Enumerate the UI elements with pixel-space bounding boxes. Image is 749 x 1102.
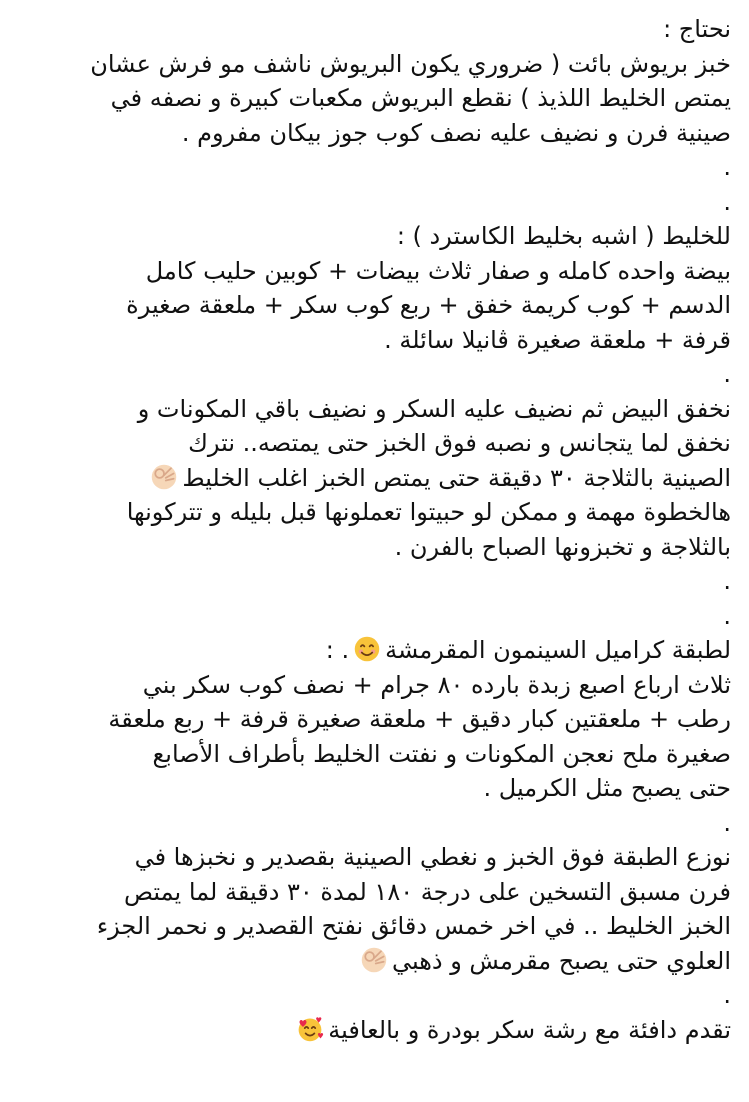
bake-line-2: فرن مسبق التسخين على درجة ١٨٠ لمدة ٣٠ دقيقة لما يمتص — [124, 877, 731, 906]
separator-dot: . — [723, 601, 731, 630]
recipe-post — [18, 12, 731, 1047]
whisk-line-4: هالخطوة مهمة و ممكن لو حبيتوا تعملونها قبل بليله و تتركونها — [126, 498, 731, 526]
caramel-heading-line — [18, 633, 731, 668]
whisk-line-3-text: الصينية بالثلاجة ٣٠ دقيقة حتى يمتص الخبز اغلب الخليط — [182, 463, 731, 492]
bake-line-4-text: العلوي حتى يصبح مقرمش و ذهبي — [391, 946, 731, 975]
smiling-face-icon — [353, 635, 381, 663]
mixture-line-3: قرفة + ملعقة صغيرة ڤانيلا سائلة . — [384, 325, 731, 354]
bread-line-2: يمتص الخليط اللذيذ ) نقطع البريوش مكعبات كبيرة و نصفه في — [110, 84, 731, 112]
whisk-line-2: نخفق لما يتجانس و نصبه فوق الخبز حتى يمتصه.. نترك — [188, 429, 731, 457]
whisk-line-1: نخفق البيض ثم نضيف عليه السكر و نضيف باقي المكونات و — [137, 394, 731, 423]
whisk-line-5: بالثلاجة و تخبزونها الصباح بالفرن . — [394, 532, 731, 561]
separator-dot: . — [723, 808, 731, 837]
whisk-line-3 — [18, 461, 731, 496]
separator-dot: . — [723, 153, 731, 181]
bake-line-1: نوزع الطبقة فوق الخبز و نغطي الصينية بقصدير و نخبزها في — [134, 843, 731, 871]
caramel-line-4: حتى يصبح مثل الكرميل . — [483, 774, 731, 802]
mixture-line-1: بيضة واحده كامله و صفار ثلاث بيضات + كوبين حليب كامل — [145, 256, 731, 285]
mixture-line-2: الدسم + كوب كريمة خفق + ربع كوب سكر + ملعقة صغيرة — [126, 291, 731, 319]
caramel-line-1: ثلاث ارباع اصبع زبدة بارده ٨٠ جرام + نصف كوب سكر بني — [142, 670, 731, 699]
caramel-line-3: صغيرة ملح نعجن المكونات و نفتت الخليط بأطراف الأصابع — [152, 739, 731, 768]
need-heading: نحتاج : — [663, 15, 731, 43]
ok-hand-icon — [150, 463, 178, 491]
caramel-heading: لطبقة كراميل السينمون المقرمشة — [385, 636, 731, 664]
serve-line — [18, 1013, 731, 1048]
separator-dot: . — [723, 567, 731, 595]
separator-dot: . — [723, 981, 731, 1009]
bake-line-4 — [18, 944, 731, 979]
caramel-heading-suffix: . : — [325, 636, 350, 664]
serve-line-text: تقدم دافئة مع رشة سكر بودرة و بالعافية — [328, 1015, 731, 1044]
smiling-face-with-hearts-icon — [296, 1015, 324, 1043]
separator-dot: . — [723, 187, 731, 216]
bread-line-1: خبز بريوش بائت ( ضروري يكون البريوش ناشف مو فرش عشان — [90, 49, 731, 78]
ok-hand-icon — [360, 946, 388, 974]
bread-line-3: صينية فرن و نضيف عليه نصف كوب جوز بيكان مفروم . — [181, 118, 731, 147]
bake-line-3: الخبز الخليط .. في اخر خمس دقائق نفتح القصدير و نحمر الجزء — [96, 912, 731, 940]
separator-dot: . — [723, 360, 731, 388]
mixture-heading: للخليط ( اشبه بخليط الكاسترد ) : — [396, 222, 731, 250]
caramel-line-2: رطب + ملعقتين كبار دقيق + ملعقة صغيرة قرفة + ربع ملعقة — [108, 705, 731, 733]
